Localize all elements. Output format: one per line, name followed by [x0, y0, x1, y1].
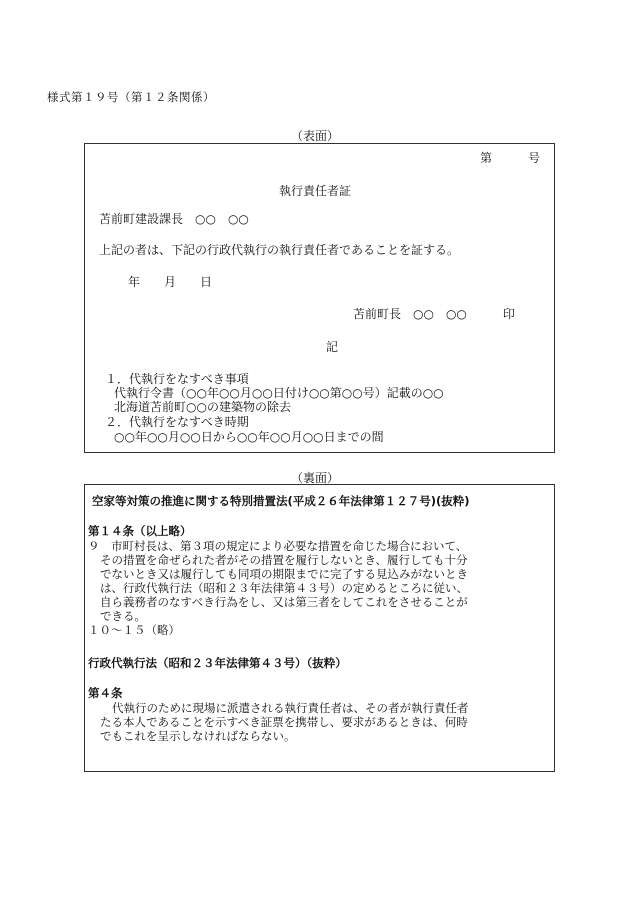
law2-title: 行政代執行法（昭和２３年法律第４３号）（抜粋） — [88, 656, 347, 670]
article4-line: 代執行のために現場に派遣される執行責任者は、その者が執行責任者 — [112, 701, 469, 715]
certificate-title: 執行責任者証 — [279, 184, 352, 198]
list-item: 北海道苫前町○○の建築物の除去 — [114, 400, 291, 414]
front-certificate-box — [84, 143, 555, 453]
certificate-number-label: 第 号 — [480, 151, 541, 165]
front-side-label: （表面） — [290, 129, 339, 143]
article14-tail: １０～１５（略） — [88, 623, 180, 637]
article14-line: その措置を命ぜられた者がその措置を履行しないとき、履行しても十分 — [100, 553, 468, 567]
list-item: 代執行令書（○○年○○月○○日付け○○第○○号）記載の○○ — [114, 386, 444, 400]
article4-heading: 第４条 — [88, 686, 123, 700]
list-item: ２．代執行をなすべき時期 — [105, 415, 249, 429]
article14-line: でないとき又は履行しても同項の期限までに完了する見込みがないとき — [100, 567, 468, 581]
article14-line: は、行政代執行法（昭和２３年法律第４３号）の定めるところに従い、 — [100, 581, 468, 595]
form-number-label: 様式第１９号（第１２条関係） — [47, 90, 215, 104]
law1-title: 空家等対策の推進に関する特別措置法(平成２６年法律第１２７号)(抜粋) — [92, 494, 470, 508]
issue-date: 年 月 日 — [128, 275, 213, 289]
ki-marker: 記 — [326, 340, 339, 354]
article14-line: ９ 市町村長は、第３項の規定により必要な措置を命じた場合において、 — [88, 539, 468, 553]
list-item: １．代執行をなすべき事項 — [105, 372, 249, 386]
article14-line: 自ら義務者のなすべき行為をし、又は第三者をしてこれをさせることが — [100, 595, 468, 609]
back-side-label: （裏面） — [290, 471, 339, 485]
list-item: ○○年○○月○○日から○○年○○月○○日までの間 — [114, 430, 384, 444]
issuer-line: 苫前町長 ○○ ○○ 印 — [353, 307, 515, 321]
article14-line: できる。 — [100, 609, 146, 623]
article4-line: でもこれを呈示しなければならない。 — [100, 729, 296, 743]
article14-heading: 第１４条（以上略） — [88, 524, 192, 538]
back-excerpt-box — [84, 484, 555, 772]
certification-statement: 上記の者は、下記の行政代執行の執行責任者であることを証する。 — [99, 243, 460, 257]
article4-line: たる本人であることを示すべき証票を携帯し、要求があるときは、何時 — [100, 715, 468, 729]
responsible-officer: 苫前町建設課長 ○○ ○○ — [99, 212, 249, 226]
